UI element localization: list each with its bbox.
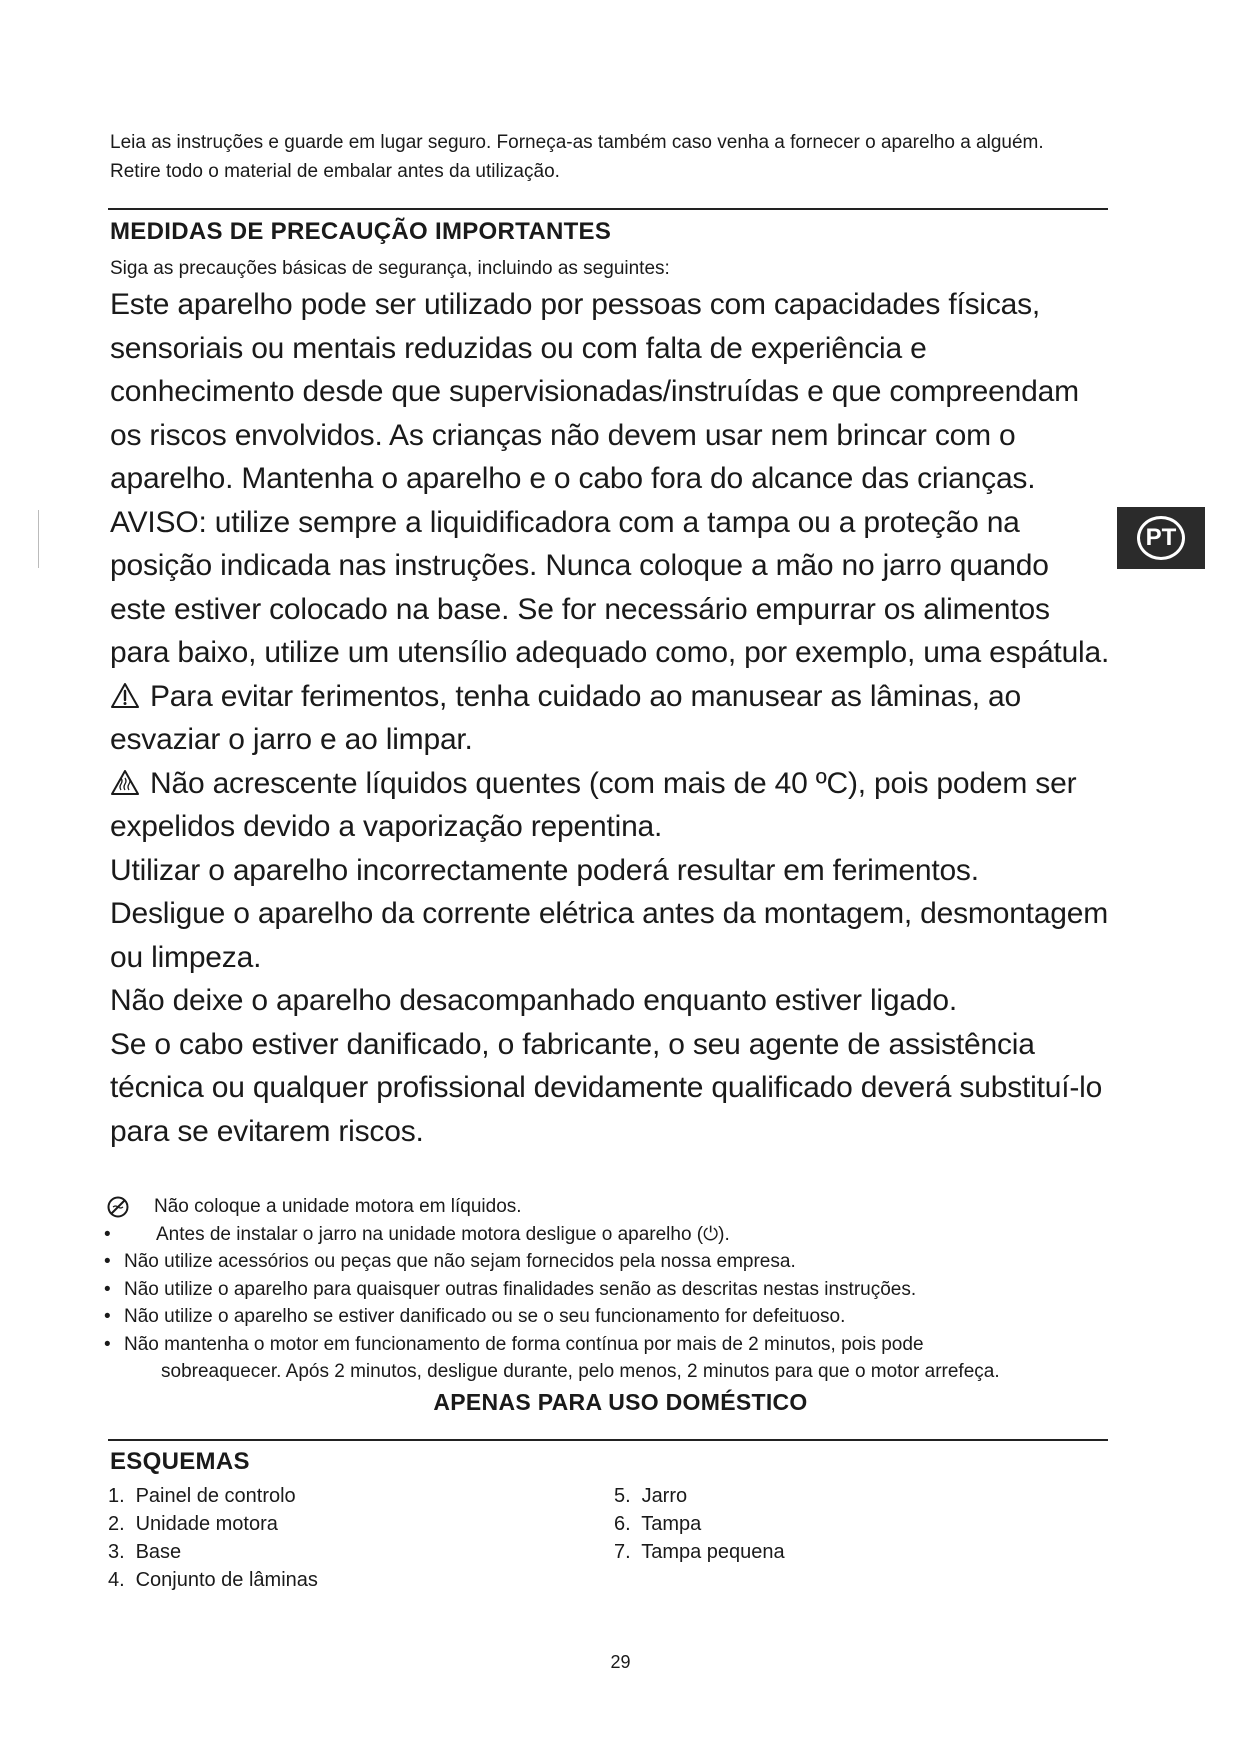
list-item: • Antes de instalar o jarro na unidade motora desligue o aparelho (⏻).	[104, 1221, 1114, 1249]
divider	[108, 208, 1108, 210]
domestic-use-notice: APENAS PARA USO DOMÉSTICO	[433, 1389, 808, 1415]
warning-hot-icon	[110, 769, 140, 796]
precaution-paragraph: Não deixe o aparelho desacompanhado enquanto estiver ligado.	[110, 984, 957, 1017]
no-immersion-icon	[106, 1195, 130, 1219]
schemes-heading: ESQUEMAS	[110, 1448, 250, 1475]
precaution-paragraph	[110, 762, 1110, 849]
bullet: •	[104, 1306, 111, 1327]
precautions-heading: MEDIDAS DE PRECAUÇÃO IMPORTANTES	[110, 218, 612, 245]
precautions-small-list	[104, 1193, 1114, 1386]
divider	[108, 1439, 1108, 1441]
precautions-subtitle: Siga as precauções básicas de segurança, incluindo as seguintes:	[110, 258, 670, 279]
list-item: 2. Unidade motora	[108, 1513, 278, 1535]
precaution-text: Para evitar ferimentos, tenha cuidado ao manusear as lâminas, ao esvaziar o jarro e ao limpar.	[110, 679, 1022, 756]
language-tab-label: PT	[1137, 516, 1185, 560]
list-item: 7. Tampa pequena	[614, 1541, 785, 1563]
list-item-continuation: sobreaquecer. Após 2 minutos, desligue durante, pelo menos, 2 minutos para que o motor arrefeça.	[161, 1361, 1000, 1382]
list-item: 3. Base	[108, 1541, 182, 1563]
list-item: • Não mantenha o motor em funcionamento de forma contínua por mais de 2 minutos, pois pode	[104, 1331, 1114, 1359]
precaution-paragraph	[110, 675, 1110, 762]
list-item: 6. Tampa	[614, 1513, 702, 1535]
precaution-paragraph: Este aparelho pode ser utilizado por pessoas com capacidades físicas, sensoriais ou mentais reduzidas ou com falta de experiência e conhecimento desde que supervisionadas/instruídas e que compreendam os riscos envolvidos. As crianças não devem usar nem brincar com o aparelho. Mantenha o aparelho e o cabo fora do alcance das crianças.	[110, 288, 1079, 495]
list-item: • Não utilize o aparelho se estiver danificado ou se o seu funcionamento for defeituoso.	[104, 1303, 1114, 1331]
list-item: 4. Conjunto de lâminas	[108, 1569, 318, 1591]
list-item: • Não utilize acessórios ou peças que não sejam fornecidos pela nossa empresa.	[104, 1248, 1114, 1276]
language-tab	[1117, 507, 1205, 569]
warning-blade-icon	[110, 682, 140, 709]
schemes-list-right	[614, 1482, 785, 1566]
precaution-paragraph: Se o cabo estiver danificado, o fabricante, o seu agente de assistência técnica ou qualquer profissional devidamente qualificado deverá substituí-lo para se evitarem riscos.	[110, 1027, 1103, 1148]
precaution-paragraph: AVISO: utilize sempre a liquidificadora com a tampa ou a proteção na posição indicada nas instruções. Nunca coloque a mão no jarro quando este estiver colocado na base. Se for necessário empurrar os alimentos para baixo, utilize um utensílio adequado como, por exemplo, uma espátula.	[110, 505, 1110, 669]
list-item: 5. Jarro	[614, 1485, 688, 1507]
page-number: 29	[610, 1652, 631, 1672]
precaution-text: Não acrescente líquidos quentes (com mais de 40 ºC), pois podem ser expelidos devido a vaporização repentina.	[110, 766, 1077, 843]
list-item: • Não utilize o aparelho para quaisquer outras finalidades senão as descritas nestas instruções.	[104, 1276, 1114, 1304]
precaution-paragraph: Utilizar o aparelho incorrectamente poderá resultar em ferimentos.	[110, 853, 979, 887]
schemes-list-left	[108, 1482, 318, 1594]
bullet: •	[104, 1278, 111, 1300]
bullet: •	[104, 1223, 111, 1245]
intro-text: Leia as instruções e guarde em lugar seguro. Forneça-as também caso venha a fornecer o aparelho a alguém. Retire todo o material de embalar antes da utilização.	[110, 132, 1044, 182]
list-item: 1. Painel de controlo	[108, 1485, 296, 1507]
bullet: •	[104, 1333, 111, 1355]
list-item: Não coloque a unidade motora em líquidos.	[104, 1193, 1114, 1221]
margin-mark	[38, 510, 39, 568]
precaution-paragraph: Desligue o aparelho da corrente elétrica antes da montagem, desmontagem ou limpeza.	[110, 897, 1109, 974]
bullet: •	[104, 1251, 111, 1272]
precautions-body	[110, 283, 1110, 1153]
